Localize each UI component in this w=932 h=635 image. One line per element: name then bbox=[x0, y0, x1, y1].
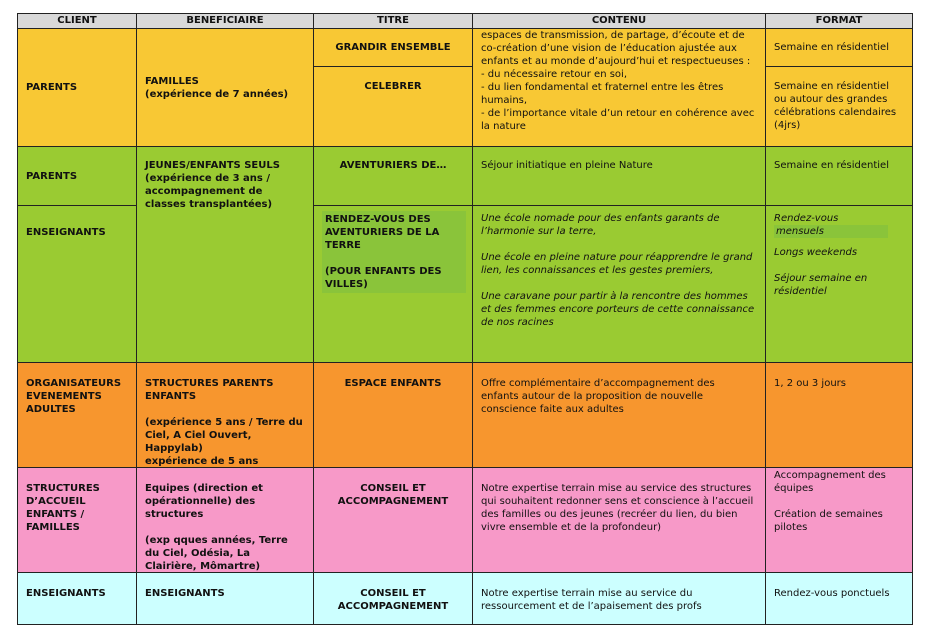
cell-client: ENSEIGNANTS bbox=[17, 572, 137, 625]
titre-highlight: RENDEZ-VOUS DES AVENTURIERS DE LA TERRE (POUR ENFANTS DES VILLES) bbox=[322, 211, 466, 293]
header-format: FORMAT bbox=[765, 13, 913, 29]
cell-client: STRUCTURES D’ACCUEIL ENFANTS / FAMILLES bbox=[17, 467, 137, 573]
cell-beneficiaire: FAMILLES (expérience de 7 années) bbox=[136, 28, 314, 147]
cell-format bbox=[765, 205, 913, 363]
cell-format: 1, 2 ou 3 jours bbox=[765, 362, 913, 468]
format-line: Rendez-vous bbox=[774, 213, 839, 224]
cell-format: Semaine en résidentiel bbox=[765, 146, 913, 206]
header-client: CLIENT bbox=[17, 13, 137, 29]
cell-contenu: espaces de transmission, de partage, d’écoute et de co-création d’une vision de l’éducation ajustée aux enfants et au monde d’aujourd’hui et respectueuses : - du nécessaire retour en soi, - du lien fondamental et fraternel entre les êtres humains, - de l’importance vitale d’un retour en cohérence avec la nature bbox=[472, 28, 766, 147]
cell-titre bbox=[313, 205, 473, 363]
cell-contenu: Notre expertise terrain mise au service des structures qui souhaitent redonner sens et conscience à l’accueil des familles ou des jeunes (recréer du lien, du bien vivre ensemble et de la profondeur) bbox=[472, 467, 766, 573]
format-line-highlight: mensuels bbox=[774, 225, 888, 238]
cell-titre: AVENTURIERS DE… bbox=[313, 146, 473, 206]
cell-client: ENSEIGNANTS bbox=[17, 205, 137, 363]
cell-client: ORGANISATEURS EVENEMENTS ADULTES bbox=[17, 362, 137, 468]
cell-contenu: Notre expertise terrain mise au service du ressourcement et de l’apaisement des profs bbox=[472, 572, 766, 625]
header-beneficiaire: BENEFICIAIRE bbox=[136, 13, 314, 29]
cell-contenu: Offre complémentaire d’accompagnement des enfants autour de la proposition de nouvelle conscience faite aux adultes bbox=[472, 362, 766, 468]
cell-format: Accompagnement des équipes Création de semaines pilotes bbox=[765, 467, 913, 573]
cell-titre: CONSEIL ET ACCOMPAGNEMENT bbox=[313, 467, 473, 573]
cell-titre: CONSEIL ET ACCOMPAGNEMENT bbox=[313, 572, 473, 625]
cell-beneficiaire: STRUCTURES PARENTS ENFANTS (expérience 5 ans / Terre du Ciel, A Ciel Ouvert, Happylab) expérience de 5 ans bbox=[136, 362, 314, 468]
cell-titre: CELEBRER bbox=[313, 66, 473, 147]
cell-beneficiaire: JEUNES/ENFANTS SEULS (expérience de 3 ans / accompagnement de classes transplantées) bbox=[136, 146, 314, 363]
cell-format: Rendez-vous ponctuels bbox=[765, 572, 913, 625]
header-titre: TITRE bbox=[313, 13, 473, 29]
cell-format: Semaine en résidentiel bbox=[765, 28, 913, 67]
cell-client: PARENTS bbox=[17, 146, 137, 206]
cell-contenu: Séjour initiatique en pleine Nature bbox=[472, 146, 766, 206]
cell-beneficiaire: ENSEIGNANTS bbox=[136, 572, 314, 625]
cell-titre: GRANDIR ENSEMBLE bbox=[313, 28, 473, 67]
cell-beneficiaire: Equipes (direction et opérationnelle) des structures (exp qques années, Terre du Ciel, Odésia, La Clairière, Mômartre) bbox=[136, 467, 314, 573]
format-line: Longs weekends Séjour semaine en résidentiel bbox=[774, 247, 868, 297]
cell-format: Semaine en résidentiel ou autour des grandes célébrations calendaires (4jrs) bbox=[765, 66, 913, 147]
cell-titre: ESPACE ENFANTS bbox=[313, 362, 473, 468]
header-contenu: CONTENU bbox=[472, 13, 766, 29]
cell-contenu: Une école nomade pour des enfants garants de l’harmonie sur la terre, Une école en pleine nature pour réapprendre le grand lien, les connaissances et les gestes premiers, Une caravane pour partir à la rencontre des hommes et des femmes encore porteurs de cette connaissance de nos racines bbox=[472, 205, 766, 363]
cell-client: PARENTS bbox=[17, 28, 137, 147]
